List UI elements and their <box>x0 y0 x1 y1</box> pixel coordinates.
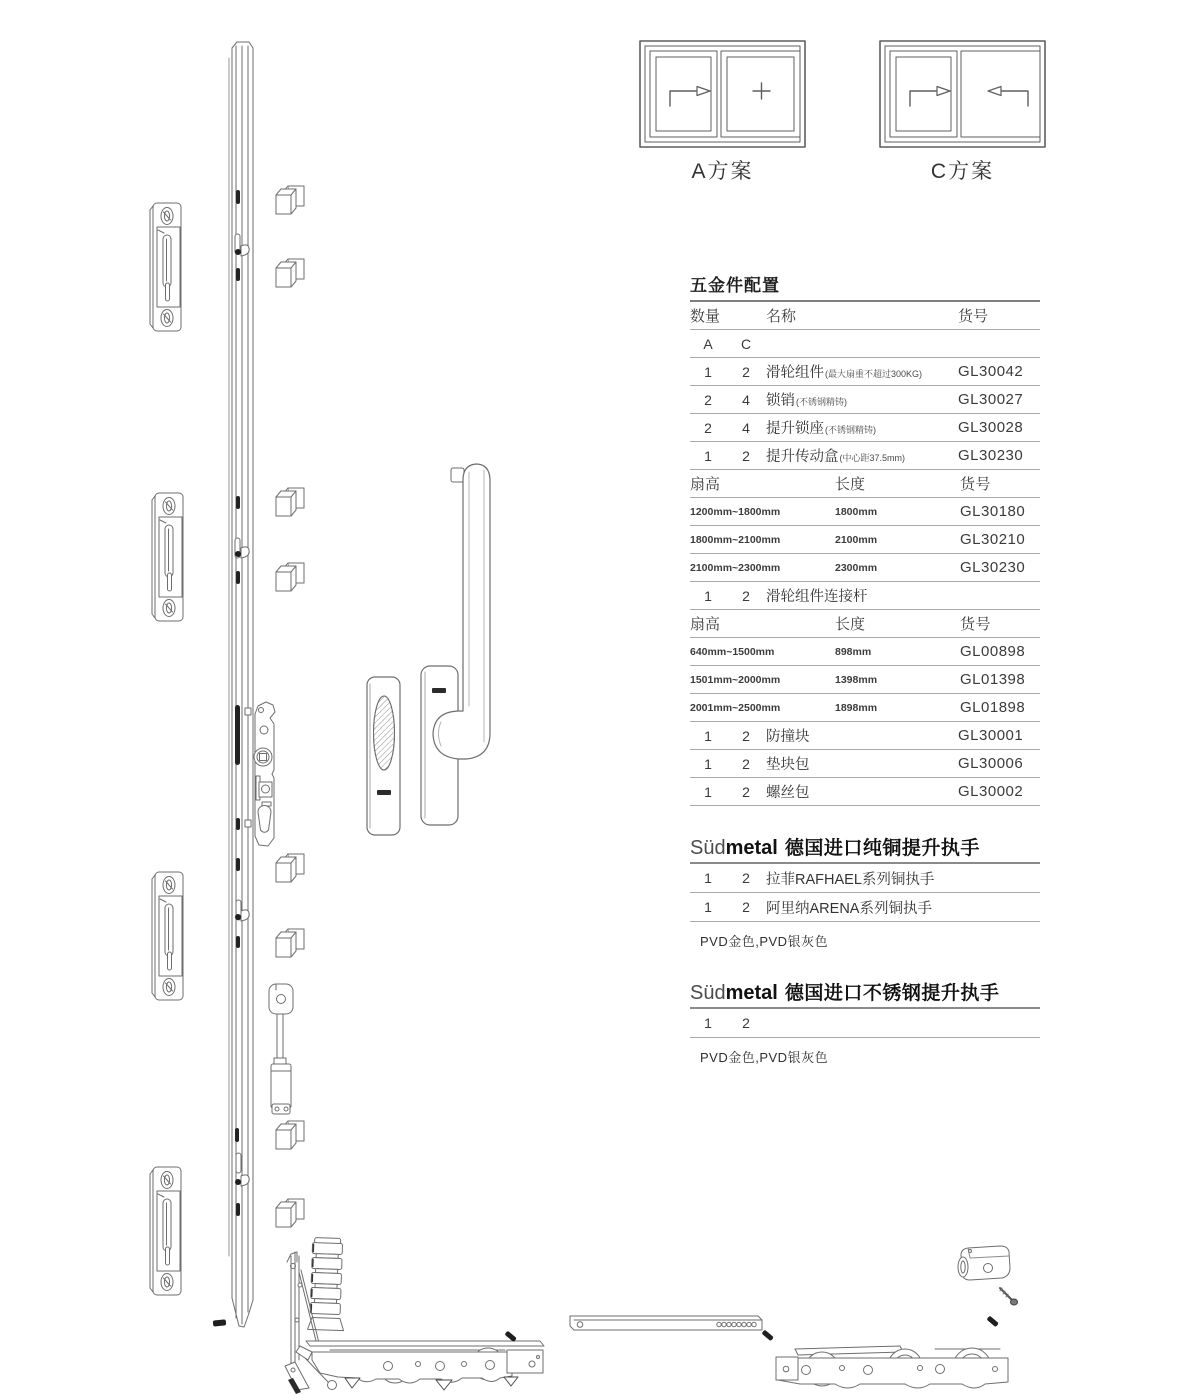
finish-note: PVD金色,PVD银灰色 <box>700 934 829 949</box>
roller-track-left <box>296 1341 544 1390</box>
section-title: Südmetal 德国进口纯铜提升执手 <box>690 836 1040 864</box>
table-row: 2 4 提升锁座(不锈钢精铸) GL30028 <box>690 414 1040 442</box>
scheme-a: A <box>703 335 713 352</box>
header-qty: 数量 <box>690 308 721 325</box>
table-title: 五金件配置 <box>690 276 1040 302</box>
scheme-a-diagram <box>640 41 805 147</box>
size-header-row: 扇高 长度 货号 <box>690 610 1040 638</box>
table-row: 1 2 防撞块 GL30001 <box>690 722 1040 750</box>
size-row: 640mm~1500mm 898mm GL00898 <box>690 638 1040 666</box>
table-header <box>690 302 1040 330</box>
section-title: Südmetal 德国进口不锈钢提升执手 <box>690 981 1040 1009</box>
brand-mark <box>432 688 446 693</box>
brand-mark <box>377 790 391 795</box>
bumper-block <box>958 1246 1010 1280</box>
scheme-c-diagram <box>880 41 1045 147</box>
screw <box>1000 1288 1018 1305</box>
brand-logo: Süd <box>690 982 726 1004</box>
size-row: 2100mm~2300mm 2300mm GL30230 <box>690 554 1040 582</box>
lock-rail <box>229 42 253 1327</box>
corner-drive-block <box>308 1237 347 1330</box>
size-row: 2001mm~2500mm 1898mm GL01898 <box>690 694 1040 722</box>
table-row: 1 2 拉菲RAFHAEL系列铜执手 <box>690 864 1040 893</box>
size-row: 1501mm~2000mm 1398mm GL01398 <box>690 666 1040 694</box>
size-row: 1200mm~1800mm 1800mm GL30180 <box>690 498 1040 526</box>
hardware-table <box>690 276 1040 806</box>
lift-keeper-plates <box>150 203 183 1295</box>
roller-carriage-right <box>776 1346 1008 1388</box>
header-name: 名称 <box>766 308 797 325</box>
lift-handle <box>421 464 490 825</box>
brand-logo: Süd <box>690 837 726 859</box>
table-row: 1 2 <box>690 1009 1040 1038</box>
table-row: 2 4 锁销(不锈钢精铸) GL30027 <box>690 386 1040 414</box>
brass-handle-section <box>690 836 1040 950</box>
connector-row: 1 2 滑轮组件连接杆 <box>690 582 1040 610</box>
scheme-c: C <box>740 335 752 352</box>
connecting-rod <box>570 1316 762 1330</box>
table-row: 1 2 滑轮组件(最大扇重不超过300KG) GL30042 <box>690 358 1040 386</box>
damper-cylinder <box>269 984 293 1114</box>
table-row: 1 2 螺丝包 GL30002 <box>690 778 1040 806</box>
size-row: 1800mm~2100mm 2100mm GL30210 <box>690 526 1040 554</box>
scheme-header-row <box>690 330 1040 358</box>
finish-note: PVD金色,PVD银灰色 <box>700 1050 829 1065</box>
table-row: 1 2 提升传动盒(中心距37.5mm) GL30230 <box>690 442 1040 470</box>
table-row: 1 2 垫块包 GL30006 <box>690 750 1040 778</box>
header-code: 货号 <box>958 308 989 325</box>
scheme-a-label: A方案 <box>691 160 754 183</box>
flush-pull-handle <box>367 677 400 835</box>
table-row: 1 2 阿里纳ARENA系列铜执手 <box>690 893 1040 922</box>
steel-handle-section <box>690 981 1040 1066</box>
scheme-c-label: C方案 <box>930 160 995 183</box>
size-header-row: 扇高 长度 货号 <box>690 470 1040 498</box>
